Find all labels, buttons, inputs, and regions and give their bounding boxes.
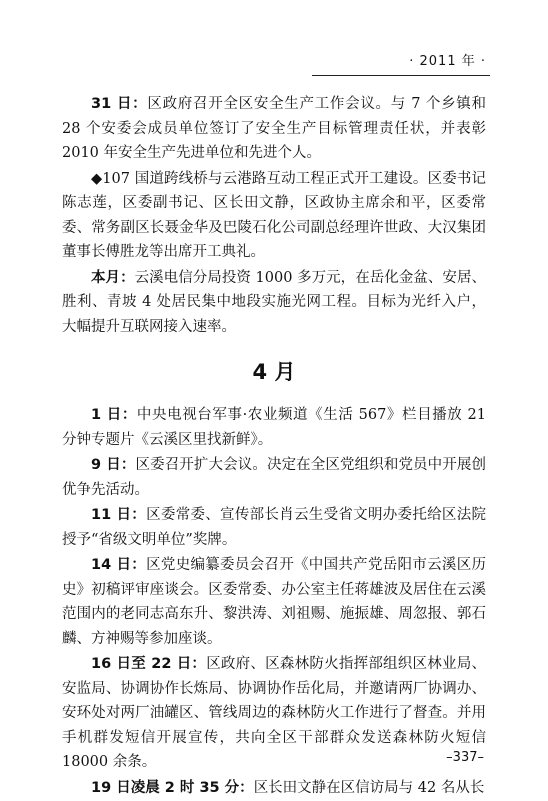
entry-paragraph <box>62 403 486 452</box>
entry-paragraph <box>62 503 486 552</box>
running-header: · 2011 年 · <box>409 54 486 69</box>
page-body <box>62 92 486 801</box>
entry-text: 区政府、区森林防火指挥部组织区林业局、安监局、协调协作长炼局、协调协作岳化局，并邀请两厂协调办、安环处对两厂油罐区、管线周边的森林防火工作进行了督查。并用手机群发短信开展宣传，共向全区干部群众发送森林防火短信 18000 余条。 <box>62 656 486 770</box>
entry-date: 11 日： <box>91 507 147 523</box>
entry-text: 区委常委、宣传部长肖云生受省文明办委托给区法院授予“省级文明单位”奖牌。 <box>62 507 487 548</box>
entry-date: 9 日： <box>91 457 136 473</box>
month-heading: 4 月 <box>252 360 296 384</box>
entry-paragraph <box>62 92 486 166</box>
entry-text: 云溪电信分局投资 1000 多万元，在岳化金盆、安居、胜利、青坡 4 处居民集中地段实施光网工程。目标为光纤入户，大幅提升互联网接入速率。 <box>62 269 486 335</box>
entry-text: 区委召开扩大会议。决定在全区党组织和党员中开展创优争先活动。 <box>62 457 486 498</box>
entry-text: 中央电视台军事·农业频道《生活 567》栏目播放 21 分钟专题片《云溪区里找新鲜》。 <box>62 407 487 448</box>
entry-date: 本月： <box>91 269 135 286</box>
entry-paragraph <box>62 453 486 502</box>
page-number: –337– <box>446 750 484 765</box>
entry-date: 19 日凌晨 2 时 35 分： <box>91 779 254 796</box>
entry-date: 14 日： <box>91 557 147 573</box>
entry-paragraph <box>62 167 486 265</box>
entry-date: 1 日： <box>91 407 137 423</box>
entry-paragraph <box>62 553 486 651</box>
entry-paragraph <box>62 266 486 340</box>
entry-text: ◆107 国道跨线桥与云港路互动工程正式开工建设。区委书记陈志莲，区委副书记、区长田文静，区政协主席余和平，区委常委、常务副区长聂金华及巴陵石化公司副总经理许世政、大汉集团董事长傅胜龙等出席开工典礼。 <box>62 170 486 260</box>
header-rule <box>312 75 490 76</box>
entry-text: 区长田文静在区信访局与 42 名从长 <box>253 779 485 796</box>
entry-date: 16 日至 22 日： <box>91 656 207 672</box>
entry-text: 区党史编纂委员会召开《中国共产党岳阳市云溪区历史》初稿评审座谈会。区委常委、办公室主任蒋雄波及居住在云溪范围内的老同志高东升、黎洪涛、刘祖赐、施振雄、周忽报、郭石麟、方神赐等参加座谈。 <box>62 557 487 647</box>
entry-date: 31 日： <box>91 96 148 112</box>
entry-text: 区政府召开全区安全生产工作会议。与 7 个乡镇和 28 个安委会成员单位签订了安全生产目标管理责任状，并表彰 2010 年安全生产先进单位和先进个人。 <box>62 96 486 161</box>
entry-paragraph <box>62 776 486 801</box>
entry-paragraph <box>62 652 486 775</box>
